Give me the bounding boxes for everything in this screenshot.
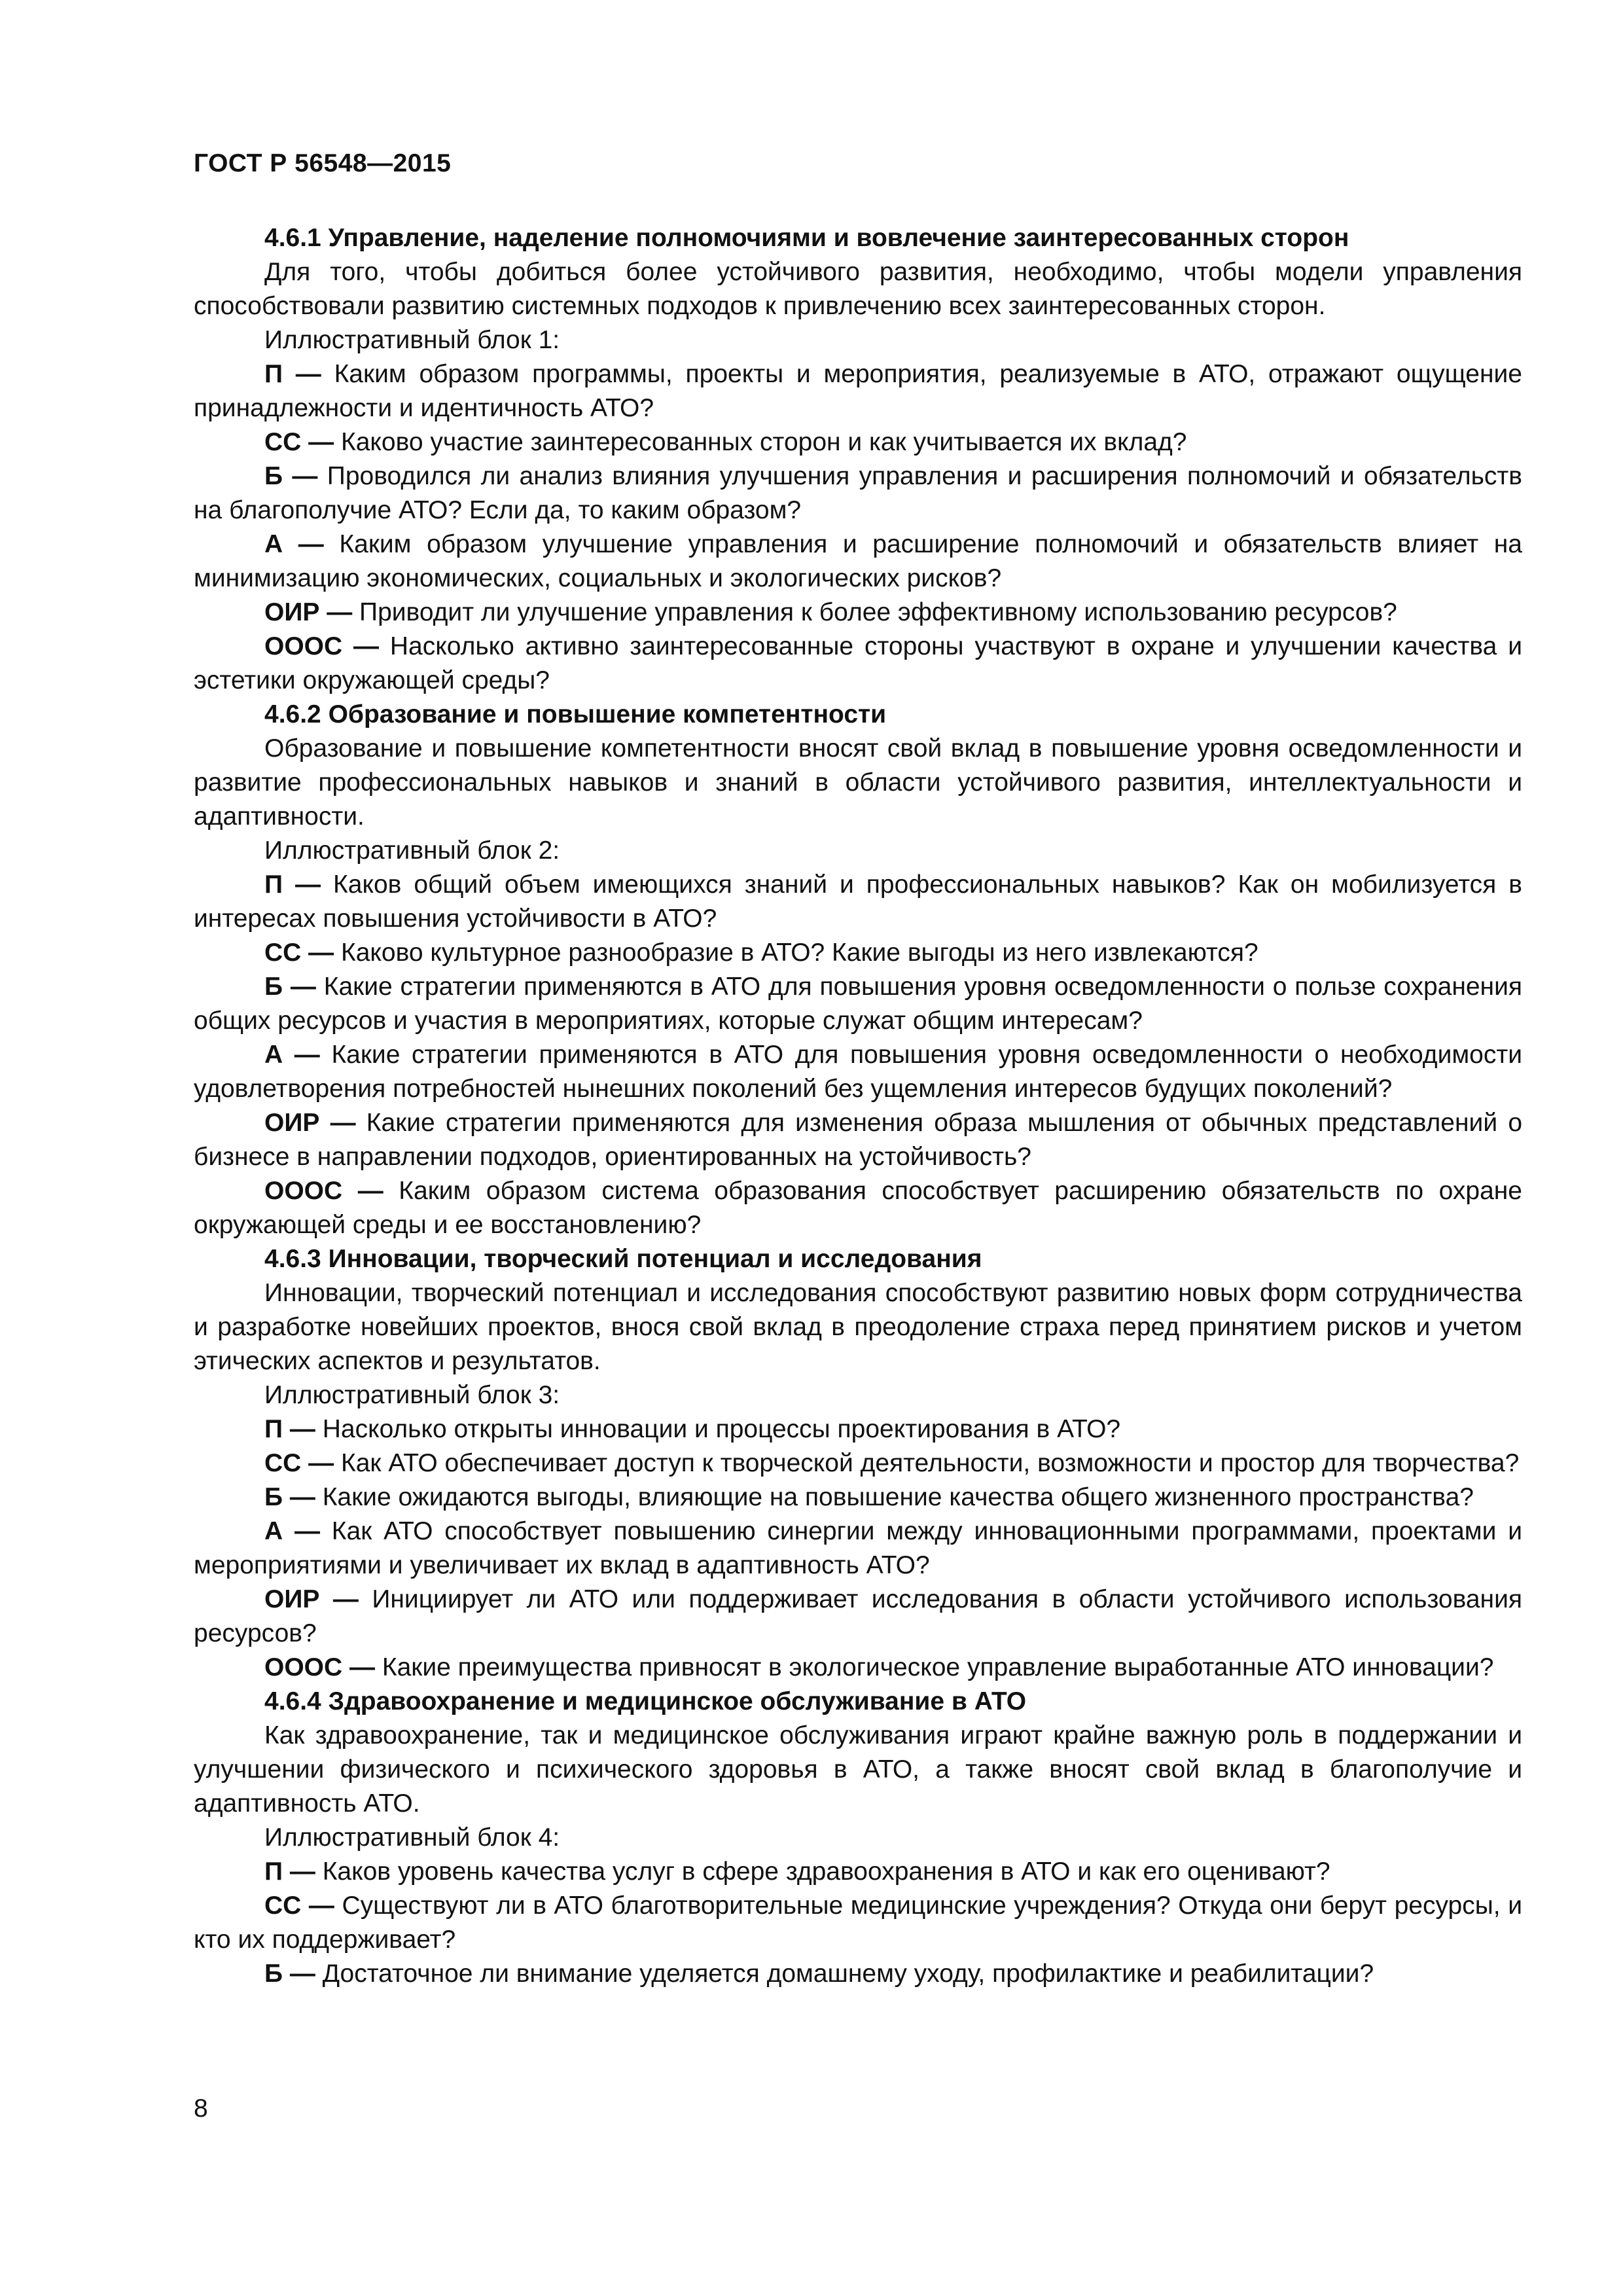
block-item — [194, 1412, 1522, 1446]
item-tag: Б — — [264, 1960, 315, 1988]
block-item — [194, 1957, 1522, 1991]
item-tag: ОИР — — [264, 598, 353, 626]
block-item — [194, 1446, 1522, 1480]
item-tag: Б — — [264, 973, 316, 1001]
block-item — [194, 1106, 1522, 1174]
illustrative-block-label: Иллюстративный блок 4: — [264, 1823, 560, 1852]
illustrative-block-label: Иллюстративный блок 1: — [264, 326, 560, 354]
item-tag: А — — [264, 1041, 320, 1069]
item-text: Каков общий объем имеющихся знаний и профессиональных навыков? Как он мобилизуется в интересах повышения устойчивости в АТО? — [194, 870, 1522, 933]
block-item — [194, 1515, 1522, 1583]
item-text: Каково участие заинтересованных сторон и как учитывается их вклад? — [334, 428, 1187, 456]
block-item — [194, 1038, 1522, 1106]
item-text: Существуют ли в АТО благотворительные медицинские учреждения? Откуда они берут ресурсы, и кто их поддерживает? — [194, 1892, 1522, 1954]
item-tag: ОООС — — [264, 1653, 376, 1681]
block-item — [194, 425, 1522, 459]
item-text: Какие стратегии применяются для изменения образа мышления от обычных представлений о бизнесе в направлении подходов, ориентированных на устойчивость? — [194, 1109, 1523, 1171]
item-text: Какие стратегии применяются в АТО для повышения уровня осведомленности о пользе сохранения общих ресурсов и участия в мероприятиях, которые служат общим интересам? — [194, 973, 1523, 1035]
item-text: Приводит ли улучшение управления к более эффективному использованию ресурсов? — [352, 598, 1397, 626]
item-text: Как АТО способствует повышению синергии между инновационными программами, проектами и мероприятиями и увеличивает их вклад в адаптивность АТО? — [194, 1517, 1522, 1579]
item-tag: СС — — [264, 939, 334, 967]
item-tag: П — — [264, 1857, 315, 1886]
item-tag: П — — [264, 1415, 315, 1443]
block-item — [194, 1651, 1522, 1685]
item-tag: ОИР — — [264, 1585, 359, 1613]
block-item — [194, 936, 1522, 970]
item-tag: ОООС — — [264, 632, 380, 660]
item-text: Достаточное ли внимание уделяется домашнему уходу, профилактике и реабилитации? — [315, 1960, 1374, 1988]
block-item — [194, 630, 1522, 698]
block-item — [194, 1583, 1522, 1651]
item-text: Насколько активно заинтересованные стороны участвуют в охране и улучшении качества и эстетики окружающей среды? — [194, 632, 1522, 694]
item-tag: П — — [264, 870, 321, 899]
item-text: Каким образом программы, проекты и мероприятия, реализуемые в АТО, отражают ощущение принадлежности и идентичность АТО? — [194, 360, 1522, 422]
block-item — [194, 1889, 1522, 1957]
illustrative-block-label: Иллюстративный блок 3: — [264, 1381, 560, 1409]
item-text: Насколько открыты инновации и процессы проектирования в АТО? — [315, 1415, 1121, 1443]
block-item — [194, 1174, 1522, 1242]
item-tag: ОООС — — [264, 1177, 383, 1205]
item-text: Каково культурное разнообразие в АТО? Какие выгоды из него извлекаются? — [334, 939, 1258, 967]
section-heading: 4.6.2 Образование и повышение компетентности — [264, 700, 887, 728]
block-item — [194, 596, 1522, 630]
block-item — [194, 459, 1522, 528]
block-item — [194, 1855, 1522, 1889]
section-intro: Образование и повышение компетентности вносят свой вклад в повышение уровня осведомленности и развитие профессиональных навыков и знаний в области устойчивого развития, интеллектуальности и адаптивности. — [194, 734, 1522, 831]
item-text: Как АТО обеспечивает доступ к творческой деятельности, возможности и простор для творчества? — [334, 1449, 1520, 1477]
document-body — [194, 221, 1522, 1991]
item-tag: П — — [264, 360, 321, 388]
section-heading: 4.6.1 Управление, наделение полномочиями и вовлечение заинтересованных сторон — [264, 224, 1349, 252]
section-intro: Для того, чтобы добиться более устойчивого развития, необходимо, чтобы модели управления способствовали развитию системных подходов к привлечению всех заинтересованных сторон. — [194, 258, 1522, 320]
item-tag: ОИР — — [264, 1109, 356, 1137]
block-item — [194, 970, 1522, 1038]
block-item — [194, 357, 1522, 425]
item-text: Какие стратегии применяются в АТО для повышения уровня осведомленности о необходимости удовлетворения потребностей нынешних поколений без ущемления интересов будущих поколений? — [194, 1041, 1523, 1103]
block-item — [194, 1480, 1522, 1515]
item-tag: Б — — [264, 1483, 315, 1511]
block-item — [194, 528, 1522, 596]
section-intro: Инновации, творческий потенциал и исследования способствуют развитию новых форм сотрудничества и разработке новейших проектов, внося свой вклад в преодоление страха перед принятием рисков и учетом этических аспектов и результатов. — [194, 1279, 1522, 1375]
item-tag: СС — — [264, 1892, 334, 1920]
item-text: Какие преимущества привносят в экологическое управление выработанные АТО инновации? — [375, 1653, 1494, 1681]
item-text: Каков уровень качества услуг в сфере здравоохранения в АТО и как его оценивают? — [315, 1857, 1330, 1886]
standard-code: ГОСТ Р 56548—2015 — [194, 149, 452, 177]
section-heading: 4.6.4 Здравоохранение и медицинское обслуживание в АТО — [264, 1687, 1027, 1715]
item-tag: СС — — [264, 1449, 334, 1477]
item-text: Какие ожидаются выгоды, влияющие на повышение качества общего жизненного пространства? — [315, 1483, 1474, 1511]
item-text: Каким образом улучшение управления и расширение полномочий и обязательств влияет на минимизацию экономических, социальных и экологических рисков? — [194, 530, 1522, 592]
illustrative-block-label: Иллюстративный блок 2: — [264, 836, 560, 865]
block-item — [194, 868, 1522, 936]
item-text: Каким образом система образования способствует расширению обязательств по охране окружающей среды и ее восстановлению? — [194, 1177, 1522, 1239]
section-intro: Как здравоохранение, так и медицинское обслуживания играют крайне важную роль в поддержании и улучшении физического и психического здоровья в АТО, а также вносят свой вклад в благополучие и адаптивность АТО. — [194, 1721, 1522, 1818]
item-text: Инициирует ли АТО или поддерживает исследования в области устойчивого использования ресурсов? — [194, 1585, 1522, 1647]
item-tag: СС — — [264, 428, 334, 456]
item-tag: Б — — [264, 462, 318, 490]
section-heading: 4.6.3 Инновации, творческий потенциал и исследования — [264, 1245, 982, 1273]
item-text: Проводился ли анализ влияния улучшения управления и расширения полномочий и обязательств на благополучие АТО? Если да, то каким образом? — [194, 462, 1522, 524]
item-tag: А — — [264, 530, 324, 558]
page-number: 8 — [194, 2094, 208, 2123]
item-tag: А — — [264, 1517, 320, 1545]
